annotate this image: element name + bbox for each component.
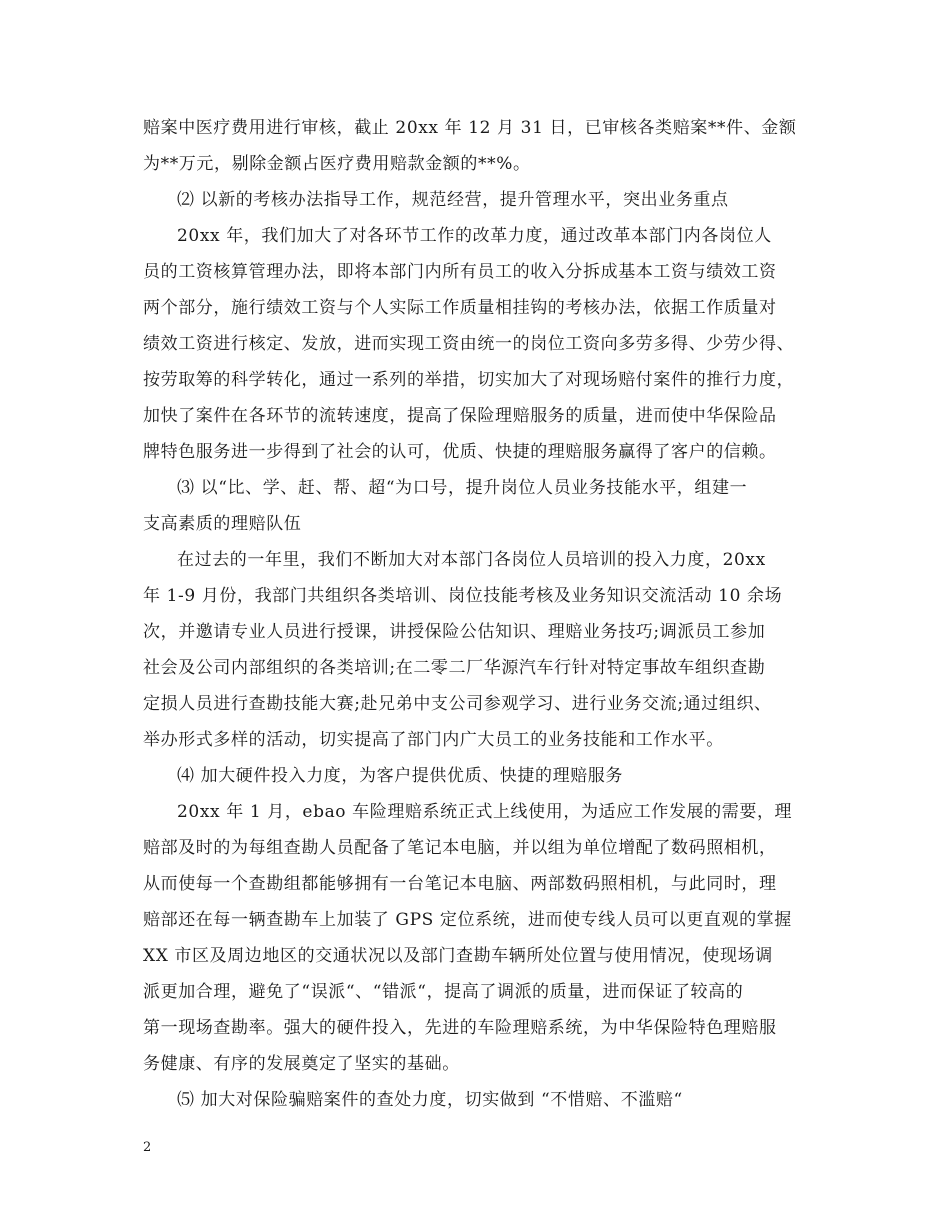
section-heading-continued: 支高素质的理赔队伍 [143, 514, 302, 534]
paragraph-first-line: 20xx 年 1 月，ebao 车险理赔系统正式上线使用，为适应工作发展的需要，理 [177, 802, 793, 822]
text-line: 牌特色服务进一步得到了社会的认可，优质、快捷的理赔服务赢得了客户的信赖。 [143, 442, 777, 462]
text-line: 举办形式多样的活动，切实提高了部门内广大员工的业务技能和工作水平。 [143, 730, 724, 750]
text-line: 员的工资核算管理办法，即将本部门内所有员工的收入分拆成基本工资与绩效工资 [143, 262, 777, 282]
text-line: 年 1-9 月份，我部门共组织各类培训、岗位技能考核及业务知识交流活动 10 余场 [143, 586, 783, 606]
text-line: 为**万元，剔除金额占医疗费用赔款金额的**%。 [143, 154, 531, 174]
paragraph-first-line: 在过去的一年里，我们不断加大对本部门各岗位人员培训的投入力度，20xx [177, 550, 766, 570]
section-heading: ⑸ 加大对保险骗赔案件的查处力度，切实做到 “不惜赔、不滥赔“ [177, 1090, 683, 1110]
text-line: 绩效工资进行核定、发放，进而实现工资由统一的岗位工资向多劳多得、少劳少得、 [143, 334, 795, 354]
paragraph-first-line: 20xx 年，我们加大了对各环节工作的改革力度，通过改革本部门内各岗位人 [177, 226, 772, 246]
text-line: 派更加合理，避免了“误派“、“错派“，提高了调派的质量，进而保证了较高的 [143, 982, 744, 1002]
section-heading: ⑵ 以新的考核办法指导工作，规范经营，提升管理水平，突出业务重点 [177, 190, 729, 210]
text-line: 次，并邀请专业人员进行授课，讲授保险公估知识、理赔业务技巧;调派员工参加 [143, 622, 766, 642]
text-line: 赔部还在每一辆查勘车上加装了 GPS 定位系统，进而使专线人员可以更直观的掌握 [143, 910, 792, 930]
text-line: XX 市区及周边地区的交通状况以及部门查勘车辆所处位置与使用情况，使现场调 [143, 946, 773, 966]
text-line: 赔案中医疗费用进行审核，截止 20xx 年 12 月 31 日，已审核各类赔案**件、金额 [143, 118, 797, 138]
text-line: 社会及公司内部组织的各类培训;在二零二厂华源汽车行针对特定事故车组织查勘 [143, 658, 766, 678]
page-number: 2 [143, 1140, 152, 1155]
text-line: 定损人员进行查勘技能大赛;赴兄弟中支公司参观学习、进行业务交流;通过组织、 [143, 694, 772, 714]
text-line: 从而使每一个查勘组都能够拥有一台笔记本电脑、两部数码照相机，与此同时，理 [143, 874, 777, 894]
text-line: 两个部分，施行绩效工资与个人实际工作质量相挂钩的考核办法，依据工作质量对 [143, 298, 777, 318]
text-line: 务健康、有序的发展奠定了坚实的基础。 [143, 1054, 460, 1074]
text-line: 赔部及时的为每组查勘人员配备了笔记本电脑，并以组为单位增配了数码照相机， [143, 838, 777, 858]
text-line: 按劳取筹的科学转化，通过一系列的举措，切实加大了对现场赔付案件的推行力度， [143, 370, 795, 390]
section-heading: ⑷ 加大硬件投入力度，为客户提供优质、快捷的理赔服务 [177, 766, 624, 786]
text-line: 第一现场查勘率。强大的硬件投入，先进的车险理赔系统，为中华保险特色理赔服 [143, 1018, 777, 1038]
text-line: 加快了案件在各环节的流转速度，提高了保险理赔服务的质量，进而使中华保险品 [143, 406, 777, 426]
section-heading: ⑶ 以“比、学、赶、帮、超“为口号，提升岗位人员业务技能水平，组建一 [177, 478, 748, 498]
